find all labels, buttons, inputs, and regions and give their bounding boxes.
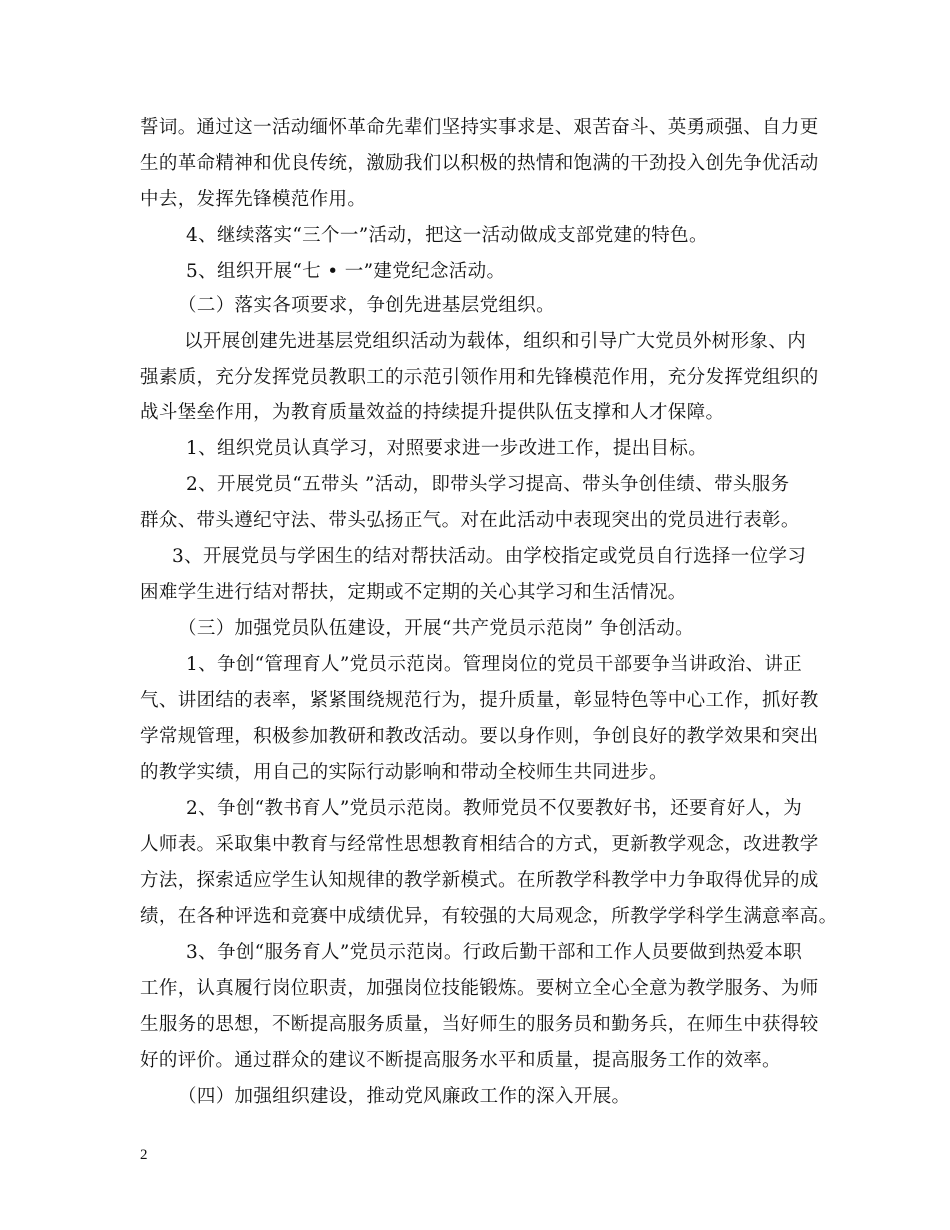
body-text-line: 强素质，充分发挥党员教职工的示范引领作用和先锋模范作用，充分发挥党组织的: [140, 367, 819, 388]
body-text-line: 中去，发挥先锋模范作用。: [140, 189, 367, 210]
body-text-line: 工作，认真履行岗位职责，加强岗位技能锻炼。要树立全心全意为教学服务、为师: [140, 978, 819, 999]
body-text-line: 困难学生进行结对帮扶，定期或不定期的关心其学习和生活情况。: [140, 582, 687, 603]
body-text-line: 方法，探索适应学生认知规律的教学新模式。在所教学科教学中力争取得优异的成: [140, 870, 819, 891]
numbered-item: 2、争创“教书育人”党员示范岗。教师党员不仅要教好书，还要育好人，为: [186, 798, 803, 819]
body-text-line: 学常规管理，积极参加教研和教改活动。要以身作则，争创良好的教学效果和突出: [140, 726, 819, 747]
body-text-line: 以开展创建先进基层党组织活动为载体，组织和引导广大党员外树形象、内: [184, 331, 807, 352]
body-text-line: 誓词。通过这一活动缅怀革命先辈们坚持实事求是、艰苦奋斗、英勇顽强、自力更: [140, 117, 819, 138]
body-text-line: 绩，在各种评选和竞赛中成绩优异，有较强的大局观念，所教学学科学生满意率高。: [140, 906, 838, 927]
numbered-item: 3、争创“服务育人”党员示范岗。行政后勤干部和工作人员要做到热爱本职: [186, 942, 803, 963]
body-text-line: 气、讲团结的表率，紧紧围绕规范行为，提升质量，彰显特色等中心工作，抓好教: [140, 690, 819, 711]
section-heading: （四）加强组织建设，推动党风廉政工作的深入开展。: [178, 1086, 631, 1107]
numbered-item: 4、继续落实“三个一”活动，把这一活动做成支部党建的特色。: [186, 225, 708, 246]
section-heading: （三）加强党员队伍建设，开展“共产党员示范岗” 争创活动。: [178, 618, 694, 639]
numbered-item: 1、争创“管理育人”党员示范岗。管理岗位的党员干部要争当讲政治、讲正: [186, 654, 803, 675]
body-text-line: 生的革命精神和优良传统，激励我们以积极的热情和饱满的干劲投入创先争优活动: [140, 153, 819, 174]
body-text-line: 战斗堡垒作用，为教育质量效益的持续提升提供队伍支撑和人才保障。: [140, 402, 725, 423]
body-text-line: 人师表。采取集中教育与经常性思想教育相结合的方式，更新教学观念，改进教学: [140, 834, 819, 855]
numbered-item: 2、开展党员“五带头 ”活动，即带头学习提高、带头争创佳绩、带头服务: [186, 474, 790, 495]
body-text-line: 好的评价。通过群众的建议不断提高服务水平和质量，提高服务工作的效率。: [140, 1050, 781, 1071]
section-heading: （二）落实各项要求，争创先进基层党组织。: [178, 295, 556, 316]
page-number: 2: [140, 1147, 148, 1163]
body-text-line: 群众、带头遵纪守法、带头弘扬正气。对在此活动中表现突出的党员进行表彰。: [140, 510, 800, 531]
body-text-line: 生服务的思想，不断提高服务质量，当好师生的服务员和勤务兵，在师生中获得较: [140, 1014, 819, 1035]
numbered-item: 3、开展党员与学困生的结对帮扶活动。由学校指定或党员自行选择一位学习: [172, 546, 807, 567]
numbered-item: 1、组织党员认真学习，对照要求进一步改进工作，提出目标。: [186, 438, 708, 459]
body-text-line: 的教学实绩，用自己的实际行动影响和带动全校师生共同进步。: [140, 762, 668, 783]
numbered-item: 5、组织开展“七 • 一”建党纪念活动。: [186, 261, 506, 282]
